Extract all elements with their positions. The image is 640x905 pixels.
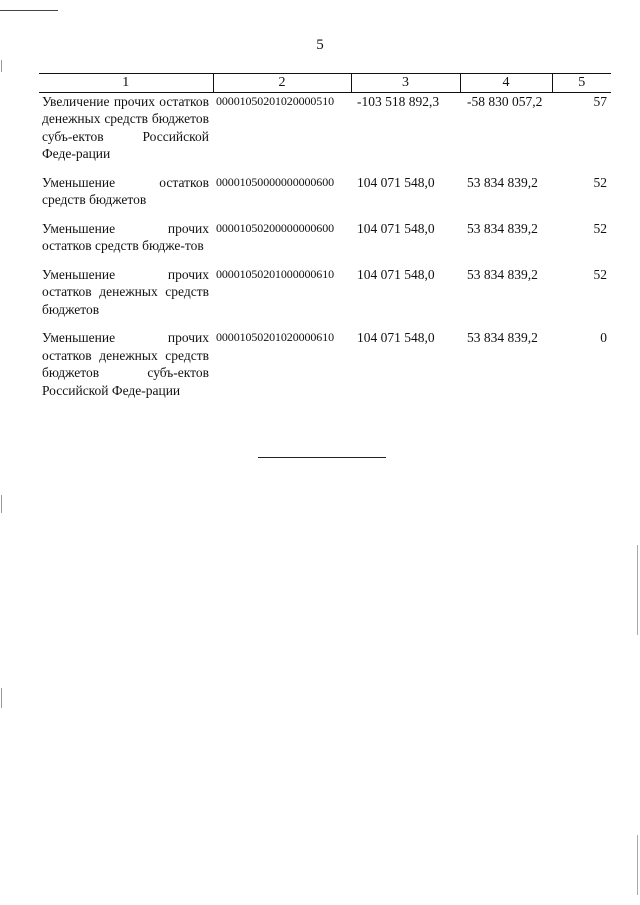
row-code: 00001050000000000600 (216, 174, 335, 189)
column-header: 4 (460, 74, 552, 93)
column-header: 1 (39, 74, 213, 93)
row-name: Увеличение прочих остатков денежных средств бюджетов субъ-ектов Российской Феде-рации (42, 93, 209, 161)
row-value-col4: -58 830 057,2 (467, 93, 543, 109)
row-name: Уменьшение остатков средств бюджетов (42, 174, 209, 207)
row-name: Уменьшение прочих остатков денежных средств бюджетов субъ-ектов Российской Феде-рации (42, 330, 209, 398)
row-value-col5: 0 (600, 330, 607, 345)
table-row (39, 329, 611, 410)
column-header: 3 (351, 74, 460, 93)
table-header-row (39, 74, 611, 93)
row-code: 00001050200000000600 (216, 220, 335, 235)
row-value-col4: 53 834 839,2 (467, 266, 538, 282)
scan-edge-mark-left (1, 60, 2, 72)
row-value-col3: 104 071 548,0 (357, 174, 435, 190)
row-name: Уменьшение прочих остатков денежных средств бюджетов (42, 266, 209, 317)
column-header: 2 (213, 74, 351, 93)
page-number: 5 (316, 37, 324, 53)
row-value-col3: 104 071 548,0 (357, 220, 435, 236)
table-row (39, 220, 611, 266)
scan-edge-mark-right (637, 545, 638, 635)
row-value-col5: 52 (593, 220, 607, 236)
table-row (39, 174, 611, 220)
budget-table (39, 73, 611, 410)
column-header: 5 (552, 74, 611, 93)
row-value-col5: 52 (593, 174, 607, 190)
row-value-col3: 104 071 548,0 (357, 266, 435, 282)
row-value-col3: -103 518 892,3 (357, 93, 440, 109)
table-row (39, 92, 611, 174)
row-code: 00001050201020000510 (216, 93, 335, 108)
row-code: 00001050201020000610 (216, 330, 335, 344)
row-code: 00001050201000000610 (216, 266, 335, 281)
row-name: Уменьшение прочих остатков средств бюдже-тов (42, 220, 209, 253)
row-value-col4: 53 834 839,2 (467, 220, 538, 236)
row-value-col5: 57 (593, 93, 607, 109)
row-value-col3: 104 071 548,0 (357, 330, 435, 345)
end-of-table-rule (258, 457, 386, 458)
scan-edge-mark-top (0, 10, 58, 11)
table-row (39, 266, 611, 330)
row-value-col4: 53 834 839,2 (467, 174, 538, 190)
scan-edge-mark-left (1, 495, 2, 513)
row-value-col5: 52 (593, 266, 607, 282)
row-value-col4: 53 834 839,2 (467, 330, 538, 345)
scan-edge-mark-right (637, 835, 638, 895)
scan-edge-mark-left (1, 688, 2, 708)
